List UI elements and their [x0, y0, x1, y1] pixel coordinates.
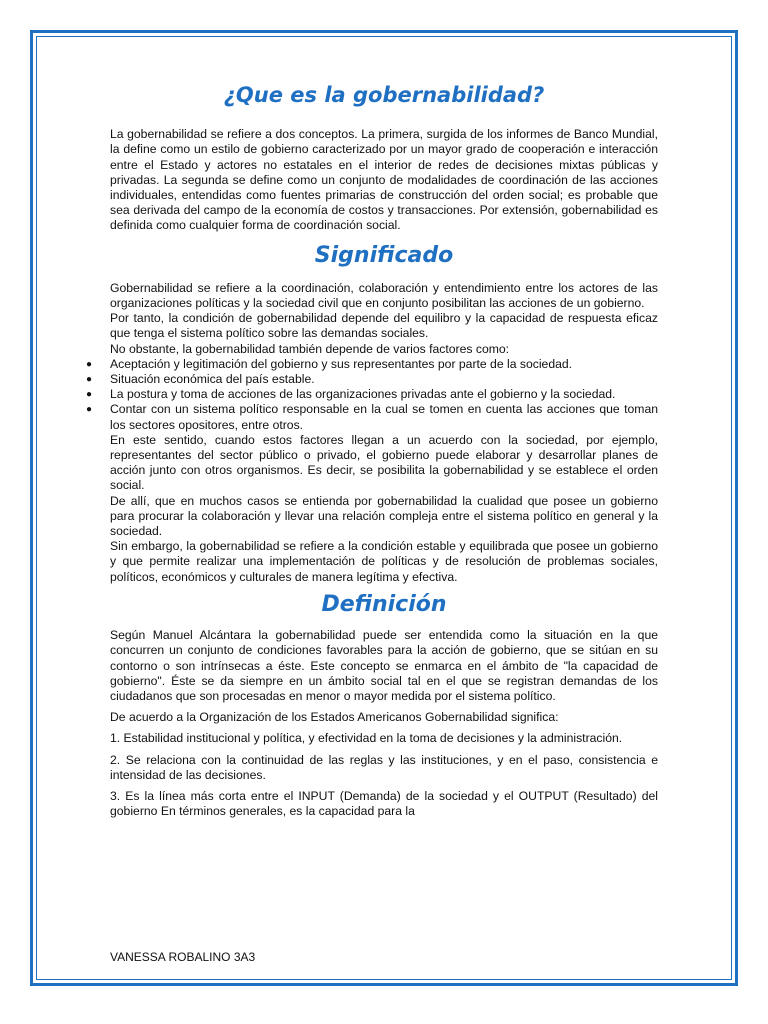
- paragraph-definicion-1: Según Manuel Alcántara la gobernabilidad puede ser entendida como la situación en la que concurren un conjunto de condiciones favorables para la acción de gobierno, que se sitúan en su contorno o son intrínsecas a éste. Este concepto se enmarca en el ámbito de "la capacidad de gobierno". Éste se da siempre en un ámbito social tal en el que se registran demandas de los ciudadanos que son procesadas en menor o mayor medida por el sistema político.: [110, 628, 658, 703]
- list-item: ● La postura y toma de acciones de las organizaciones privadas ante el gobierno y la sociedad.: [86, 387, 616, 402]
- bullet-icon: ●: [86, 374, 93, 386]
- paragraph-definicion-2: De acuerdo a la Organización de los Estados Americanos Gobernabilidad significa:: [110, 710, 559, 725]
- paragraph-significado-6: Sin embargo, la gobernabilidad se refiere a la condición estable y equilibrada que posee un gobierno y que permite realizar una implementación de políticas y de resolución de problemas sociales, políticos, económicos y culturales de manera legítima y efectiva.: [110, 539, 658, 584]
- paragraph-significado-3: No obstante, la gobernabilidad también depende de varios factores como:: [110, 341, 510, 356]
- paragraph-definicion-3: 1. Estabilidad institucional y política, y efectividad en la toma de decisiones y la administración.: [110, 731, 623, 746]
- paragraph-significado-4: En este sentido, cuando estos factores llegan a un acuerdo con la sociedad, por ejemplo, representantes del sector público o privado, el gobierno puede elaborar y desarrollar planes de acción junto con otros organismos. Es decir, se posibilita la gobernabilidad y se establece el orden social.: [110, 432, 658, 493]
- list-item: ● Contar con un sistema político responsable en la cual se tomen en cuenta las acciones que toman los sectores opositores, entre otros.: [86, 402, 658, 432]
- factors-list: [86, 356, 658, 433]
- bullet-icon: ●: [86, 404, 93, 416]
- footer-author: VANESSA ROBALINO 3A3: [110, 950, 256, 964]
- paragraph-significado-1: Gobernabilidad se refiere a la coordinación, colaboración y entendimiento entre los actores de las organizaciones políticas y la sociedad civil que en conjunto posibilitan las acciones de un gobierno.: [110, 280, 658, 311]
- document-page: [86, 80, 658, 819]
- paragraph-gobernabilidad: La gobernabilidad se refiere a dos conceptos. La primera, surgida de los informes de Banco Mundial, la define como un estilo de gobierno caracterizado por un mayor grado de cooperación e interacción entre el Estado y actores no estatales en el interior de redes de decisiones mixtas públicas y privadas. La segunda se define como un conjunto de modalidades de coordinación de las acciones individuales, entendidas como fuentes primarias de construcción del orden social; es probable que sea derivada del campo de la economía de costos y transacciones. Por extensión, gobernabilidad es definida como cualquier forma de coordinación social.: [110, 127, 658, 233]
- section-title-significado: Significado: [314, 242, 454, 268]
- paragraph-significado-5: De allí, que en muchos casos se entienda por gobernabilidad la cualidad que posee un gobierno para procurar la colaboración y llevar una relación compleja entre el sistema político en general y la sociedad.: [110, 493, 658, 539]
- paragraph-definicion-5: 3. Es la línea más corta entre el INPUT (Demanda) de la sociedad y el OUTPUT (Resultado) del gobierno En términos generales, es la capacidad para la: [110, 788, 658, 819]
- list-item: ● Aceptación y legitimación del gobierno y sus representantes por parte de la sociedad.: [86, 356, 573, 371]
- section-title-gobernabilidad: ¿Que es la gobernabilidad?: [223, 83, 545, 107]
- paragraph-definicion-4: 2. Se relaciona con la continuidad de las reglas y las instituciones, y en el paso, consistencia e intensidad de las decisiones.: [110, 752, 658, 782]
- paragraph-significado-2: Por tanto, la condición de gobernabilidad depende del equilibro y la capacidad de respuesta eficaz que tenga el sistema político sobre las demandas sociales.: [110, 311, 658, 341]
- section-title-definicion: Definición: [321, 591, 447, 617]
- bullet-icon: ●: [86, 389, 93, 401]
- list-item: ● Situación económica del país estable.: [86, 372, 315, 387]
- bullet-icon: ●: [86, 358, 93, 370]
